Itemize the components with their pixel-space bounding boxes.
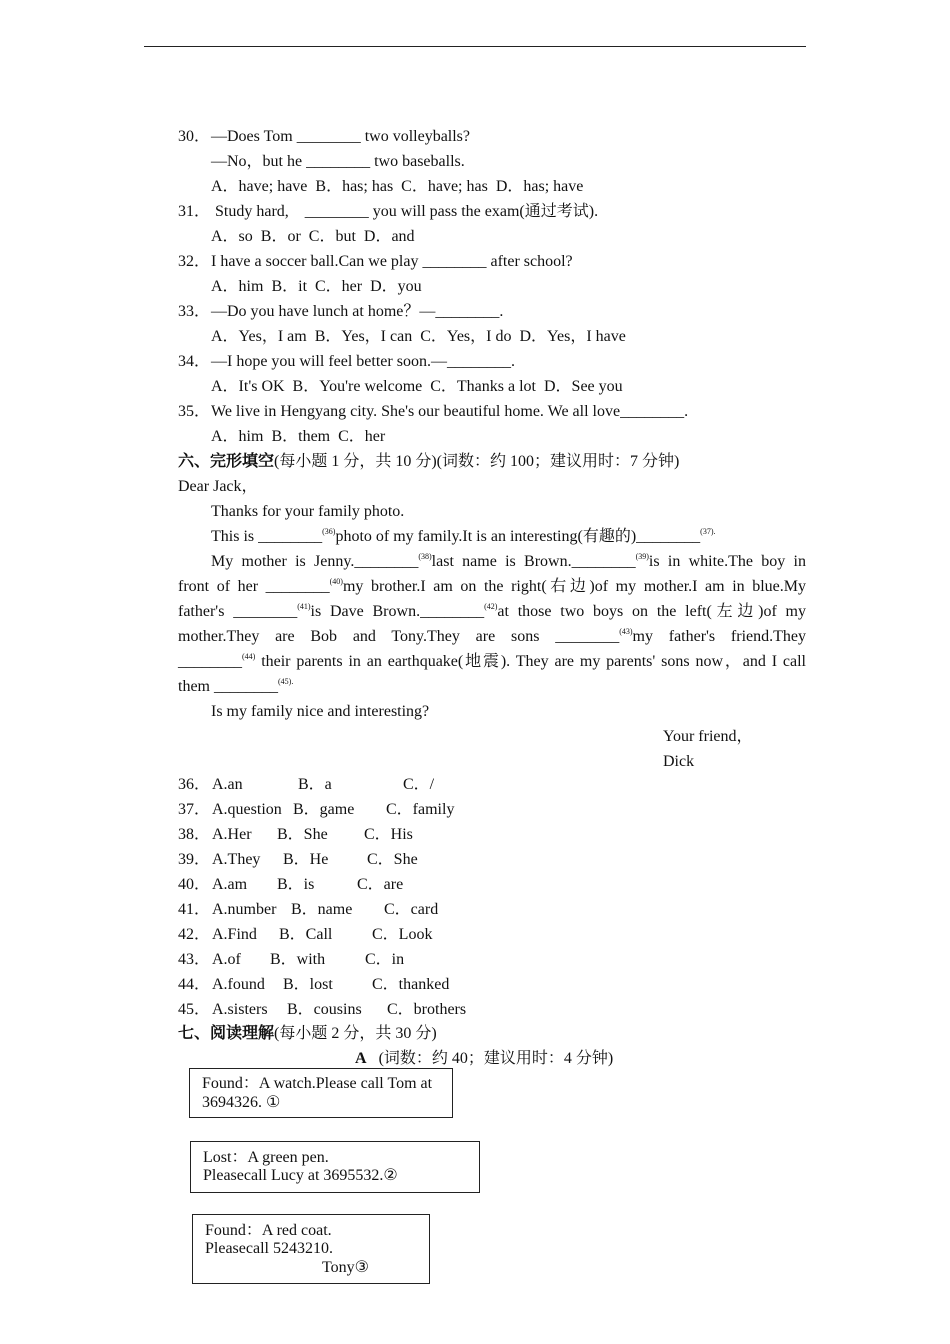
cloze-option-b: B．is [277, 876, 315, 893]
letter-text: their parents in an earthquake(地震). They are my parents' sons now，and I call [255, 653, 806, 670]
notice-box [189, 1068, 453, 1118]
cloze-option-c: C．Look [372, 926, 433, 943]
letter-text: father's ________ [178, 603, 298, 620]
blank-marker: (36) [322, 527, 336, 536]
blank-marker: (39) [635, 552, 649, 561]
question-stem: Study hard, ________ you will pass the exam(通过考试). [211, 203, 599, 220]
question-number: 30． [178, 128, 211, 145]
cloze-option-c: C．card [384, 901, 439, 918]
cloze-option-c: C．brothers [387, 1001, 467, 1018]
cloze-option-number: 36． [178, 776, 211, 793]
question-stem: —I hope you will feel better soon.—________. [211, 353, 515, 370]
section-title: 七、阅读理解 [178, 1025, 275, 1042]
cloze-option-c: C．in [365, 951, 405, 968]
question-stem: I have a soccer ball.Can we play ________ after school? [211, 253, 573, 270]
letter-text: them ________ [178, 678, 278, 695]
cloze-option-a: A.They [212, 851, 261, 868]
blank-marker: (40) [329, 577, 343, 586]
cloze-option-c: C．family [386, 801, 455, 818]
blank-marker: (44) [242, 652, 256, 661]
letter-text: This is ________ [211, 528, 323, 545]
question-stem: —No，but he ________ two baseballs. [211, 153, 465, 170]
letter-greeting: Dear Jack， [178, 478, 258, 495]
cloze-option-b: B．cousins [287, 1001, 362, 1018]
cloze-option-number: 42． [178, 926, 211, 943]
letter-text: my father's friend.They [632, 628, 807, 645]
question-number: 32． [178, 253, 211, 270]
letter-line [178, 627, 806, 647]
letter-line [178, 602, 806, 622]
letter-closing: Your friend， [663, 728, 753, 745]
question-number: 31． [178, 203, 211, 220]
letter-line [178, 577, 806, 597]
question-number: 34． [178, 353, 211, 370]
section-note: (每小题 2 分，共 30 分) [274, 1025, 437, 1042]
cloze-option-a: A.an [212, 776, 243, 793]
section-title: 六、完形填空 [178, 453, 275, 470]
cloze-option-b: B．Call [279, 926, 333, 943]
cloze-option-b: B．a [298, 776, 332, 793]
cloze-option-number: 38． [178, 826, 211, 843]
blank-marker: (43) [619, 627, 633, 636]
letter-text: is in white.The boy in [648, 553, 807, 570]
cloze-option-b: B．game [293, 801, 355, 818]
passage-heading [355, 1049, 613, 1069]
cloze-option-b: B．She [277, 826, 328, 843]
letter-text: front of her ________ [178, 578, 330, 595]
cloze-option-number: 41． [178, 901, 211, 918]
letter-signature: Dick [663, 753, 695, 770]
cloze-option-a: A.Her [212, 826, 252, 843]
letter-line [178, 652, 806, 672]
letter-paragraph: Thanks for your family photo. [211, 503, 405, 520]
passage-label: A [355, 1050, 367, 1067]
cloze-option-c: C．She [367, 851, 418, 868]
letter-paragraph: Is my family nice and interesting? [211, 703, 430, 720]
cloze-option-number: 45． [178, 1001, 211, 1018]
cloze-option-a: A.number [212, 901, 277, 918]
question-options: A．so B．or C．but D．and [211, 228, 415, 245]
cloze-option-c: C．are [357, 876, 404, 893]
letter-text: photo of my family.It is an interesting(有趣的)________ [335, 528, 701, 545]
question-options: A．It's OK B．You're welcome C．Thanks a lot D．See you [211, 378, 623, 395]
cloze-option-number: 37． [178, 801, 211, 818]
question-stem: —Do you have lunch at home？—________. [211, 303, 504, 320]
notice-line: Pleasecall 5243210. [205, 1240, 333, 1257]
question-options: A．have; have B．has; has C．have; has D．has; have [211, 178, 584, 195]
passage-note: (词数：约 40；建议用时：4 分钟) [378, 1050, 614, 1067]
cloze-option-b: B．He [283, 851, 329, 868]
question-stem: —Does Tom ________ two volleyballs? [211, 128, 471, 145]
cloze-option-a: A.question [212, 801, 282, 818]
cloze-option-a: A.am [212, 876, 248, 893]
cloze-option-number: 40． [178, 876, 211, 893]
question-number: 35． [178, 403, 211, 420]
notice-line: Lost：A green pen. [203, 1149, 329, 1166]
letter-text: my brother.I am on the right(右边)of my mother.I am in blue.My [342, 578, 807, 595]
letter-text: last name is Brown.________ [431, 553, 636, 570]
blank-marker: (38) [418, 552, 432, 561]
blank-marker: (41) [297, 602, 311, 611]
cloze-option-a: A.of [212, 951, 241, 968]
letter-line [211, 527, 715, 547]
header-rule [144, 46, 806, 47]
cloze-option-c: C．His [364, 826, 413, 843]
cloze-option-a: A.found [212, 976, 265, 993]
letter-line [211, 552, 806, 572]
section-heading [178, 452, 679, 472]
question-stem: We live in Hengyang city. She's our beautiful home. We all love________. [211, 403, 689, 420]
notice-line: Pleasecall Lucy at 3695532.② [203, 1167, 398, 1184]
cloze-option-b: B．with [270, 951, 326, 968]
blank-marker: (42) [484, 602, 498, 611]
letter-text: ________ [178, 653, 242, 670]
cloze-option-b: B．name [291, 901, 353, 918]
notice-line: Found：A red coat. [205, 1222, 332, 1239]
section-heading [178, 1024, 437, 1044]
cloze-option-c: C．thanked [372, 976, 450, 993]
cloze-option-number: 44． [178, 976, 211, 993]
letter-text: at those two boys on the left(左边)of my [497, 603, 807, 620]
question-options: A．him B．them C．her [211, 428, 386, 445]
notice-signature: Tony③ [322, 1259, 369, 1276]
cloze-option-a: A.sisters [212, 1001, 268, 1018]
notice-box [190, 1141, 480, 1193]
cloze-option-number: 43． [178, 951, 211, 968]
section-note: (每小题 1 分，共 10 分)(词数：约 100；建议用时：7 分钟) [274, 453, 680, 470]
blank-marker: (45). [278, 677, 294, 686]
letter-text: My mother is Jenny.________ [211, 553, 419, 570]
letter-text: is Dave Brown.________ [310, 603, 485, 620]
question-options: A．Yes，I am B．Yes，I can C．Yes，I do D．Yes，I have [211, 328, 626, 345]
letter-text: mother.They are Bob and Tony.They are sons ________ [178, 628, 620, 645]
blank-marker: (37). [700, 527, 716, 536]
cloze-option-number: 39． [178, 851, 211, 868]
notice-line: Found：A watch.Please call Tom at [202, 1075, 433, 1092]
cloze-option-a: A.Find [212, 926, 257, 943]
notice-line: 3694326. ① [202, 1094, 281, 1111]
letter-line [178, 677, 293, 697]
question-options: A．him B．it C．her D．you [211, 278, 422, 295]
cloze-option-c: C．/ [403, 776, 435, 793]
notice-box [192, 1214, 430, 1284]
cloze-option-b: B．lost [283, 976, 333, 993]
question-number: 33． [178, 303, 211, 320]
